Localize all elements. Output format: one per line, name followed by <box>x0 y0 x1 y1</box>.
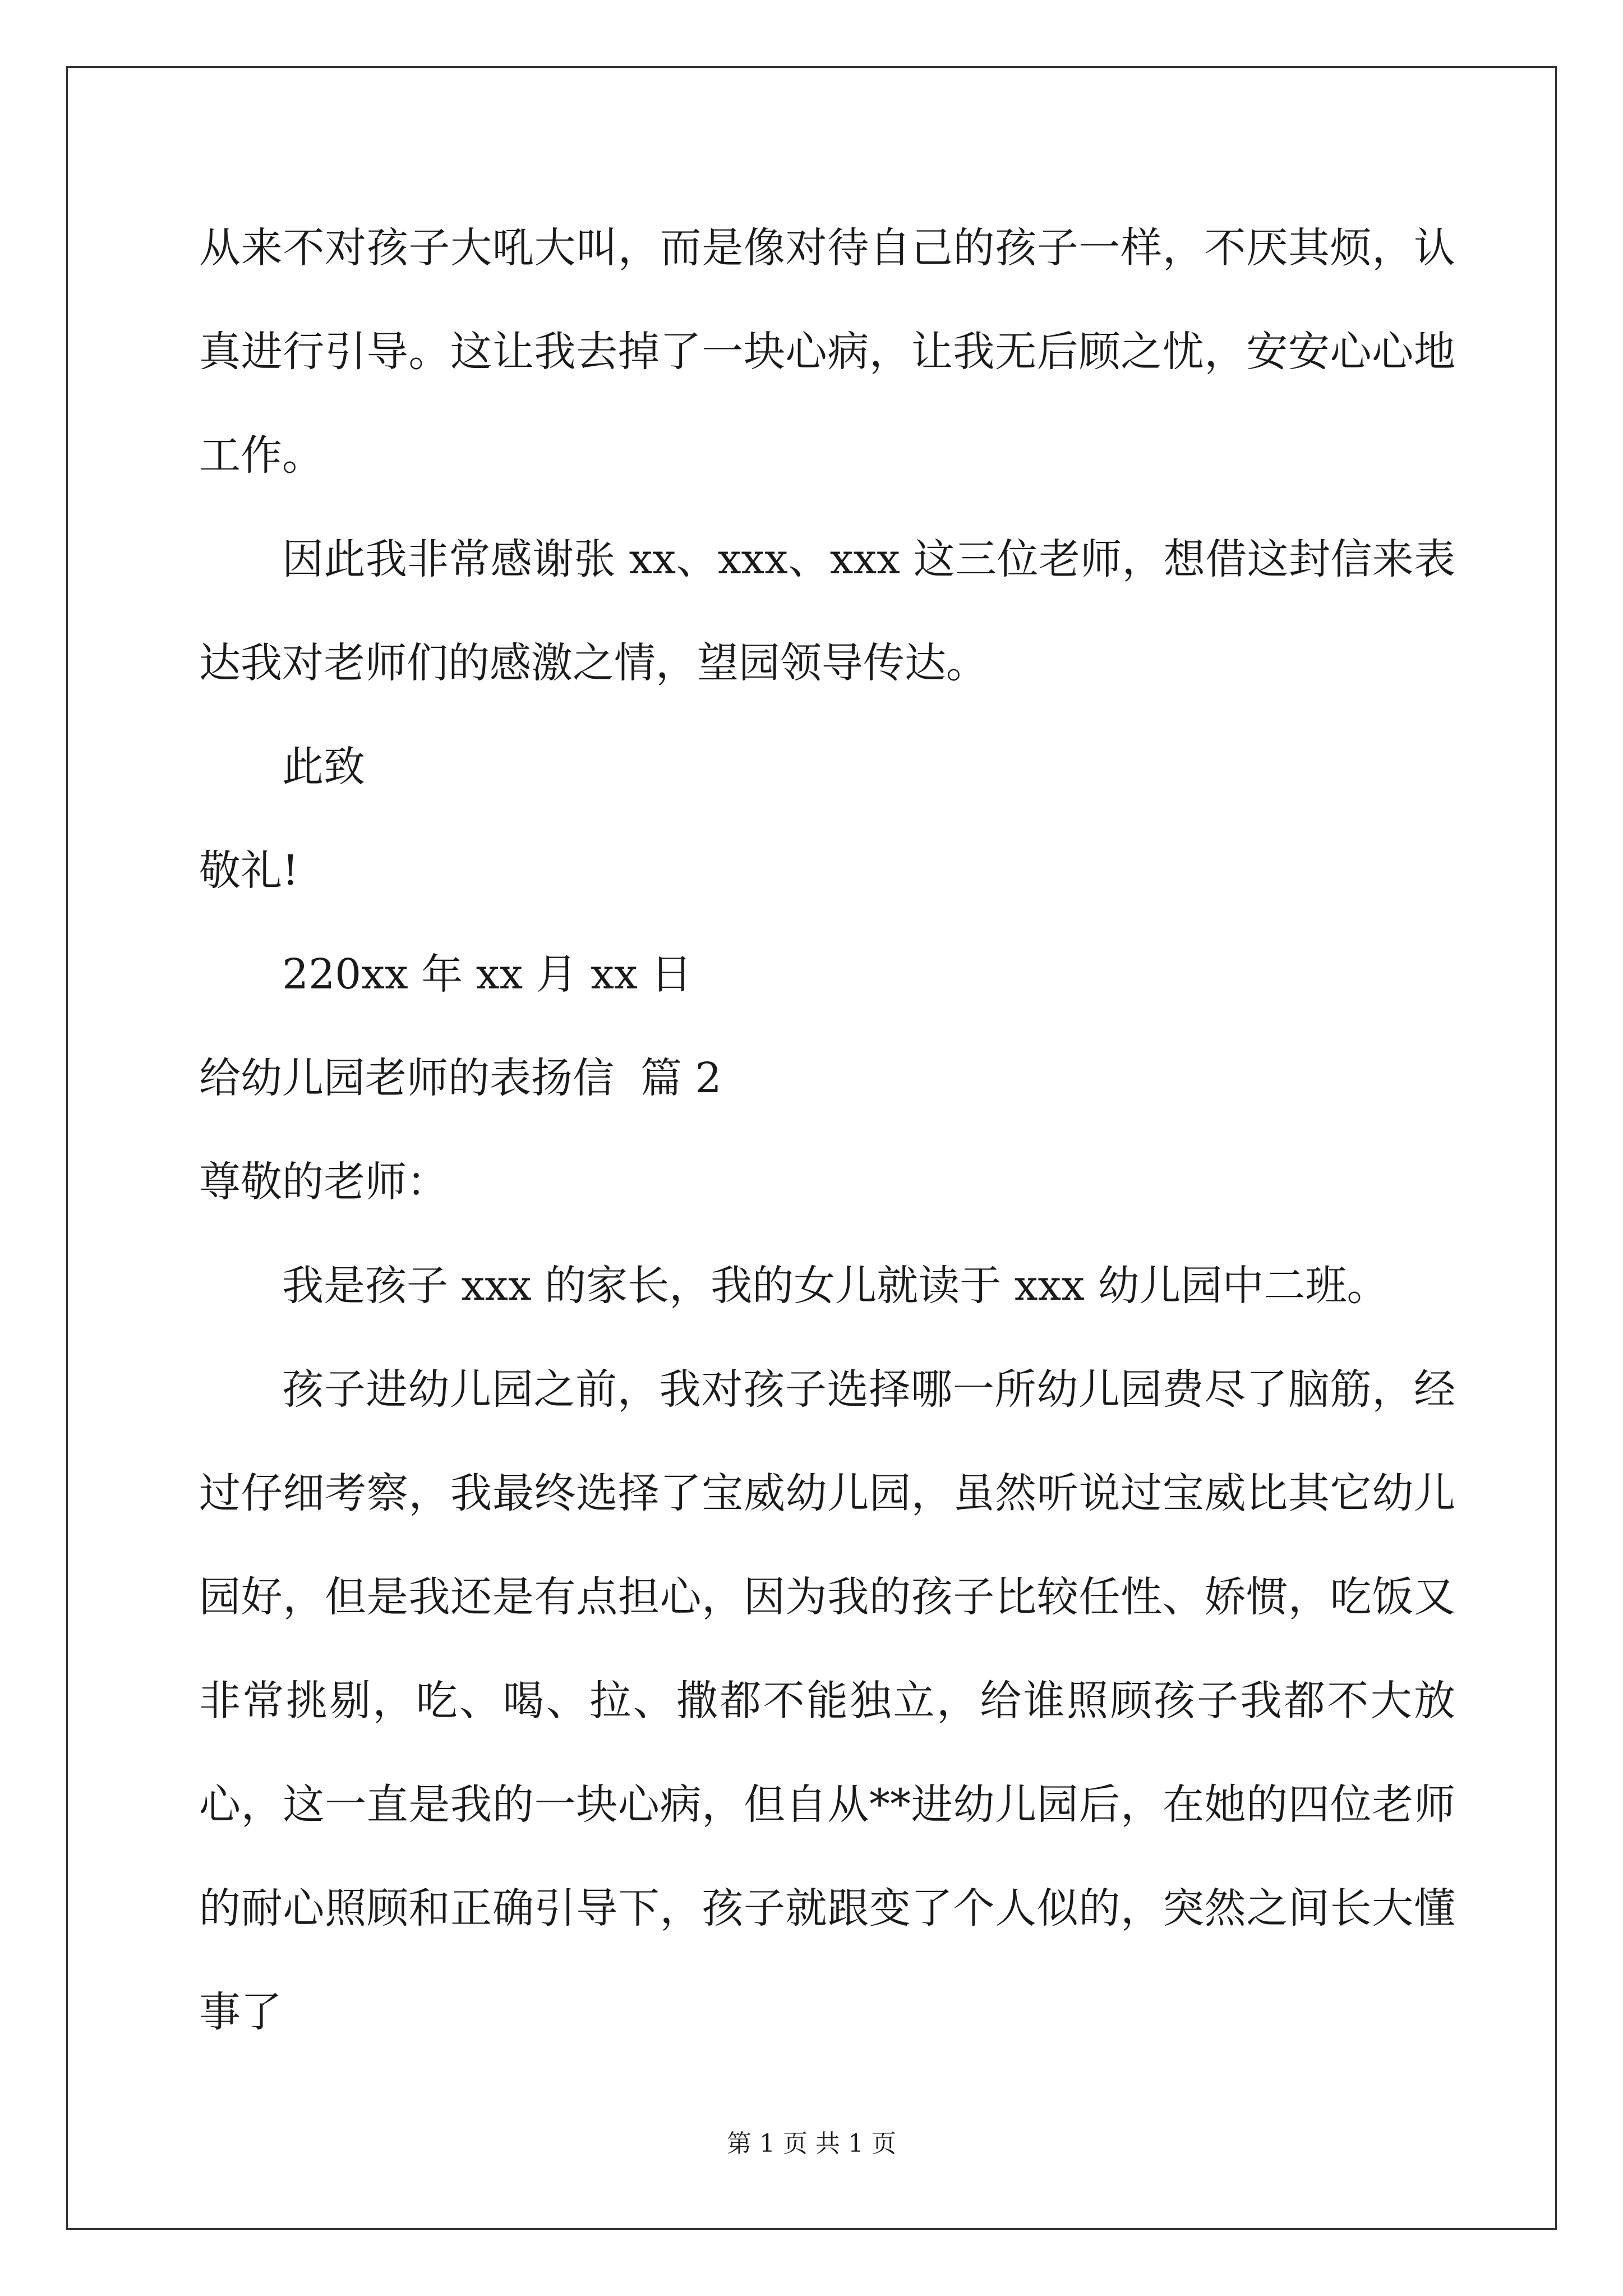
letter-date: 220xx 年 xx 月 xx 日 <box>282 950 693 999</box>
closing-salutation: 此致 <box>282 743 365 791</box>
page-footer: 第 1 页 共 1 页 <box>727 2129 896 2158</box>
paragraph-intro: 我是孩子 xxx 的家长，我的女儿就读于 xxx 幼儿园中二班。 <box>282 1262 1389 1310</box>
document-body <box>199 196 1455 2064</box>
section-title: 给幼儿园老师的表扬信 篇 2 <box>199 1054 722 1102</box>
paragraph-1: 从来不对孩子大吼大叫，而是像对待自己的孩子一样，不厌其烦，认真进行引导。这让我去掉了一块心病，让我无后顾之忧，安安心心地工作。 <box>199 224 1455 480</box>
paragraph-main: 孩子进幼儿园之前，我对孩子选择哪一所幼儿园费尽了脑筋，经过仔细考察，我最终选择了宝威幼儿园，虽然听说过宝威比其它幼儿园好，但是我还是有点担心，因为我的孩子比较任性、娇惯，吃饭又非常挑剔，吃、喝、拉、撒都不能独立，给谁照顾孩子我都不大放心，这一直是我的一块心病，但自从**进幼儿园后，在她的四位老师的耐心照顾和正确引导下，孩子就跟变了个人似的，突然之间长大懂事了 <box>199 1365 1455 2036</box>
paragraph-2: 因此我非常感谢张 xx、xxx、xxx 这三位老师，想借这封信来表达我对老师们的感激之情，望园领导传达。 <box>199 535 1455 687</box>
letter-greeting: 尊敬的老师： <box>199 1158 448 1206</box>
closing-regards: 敬礼! <box>199 846 299 895</box>
